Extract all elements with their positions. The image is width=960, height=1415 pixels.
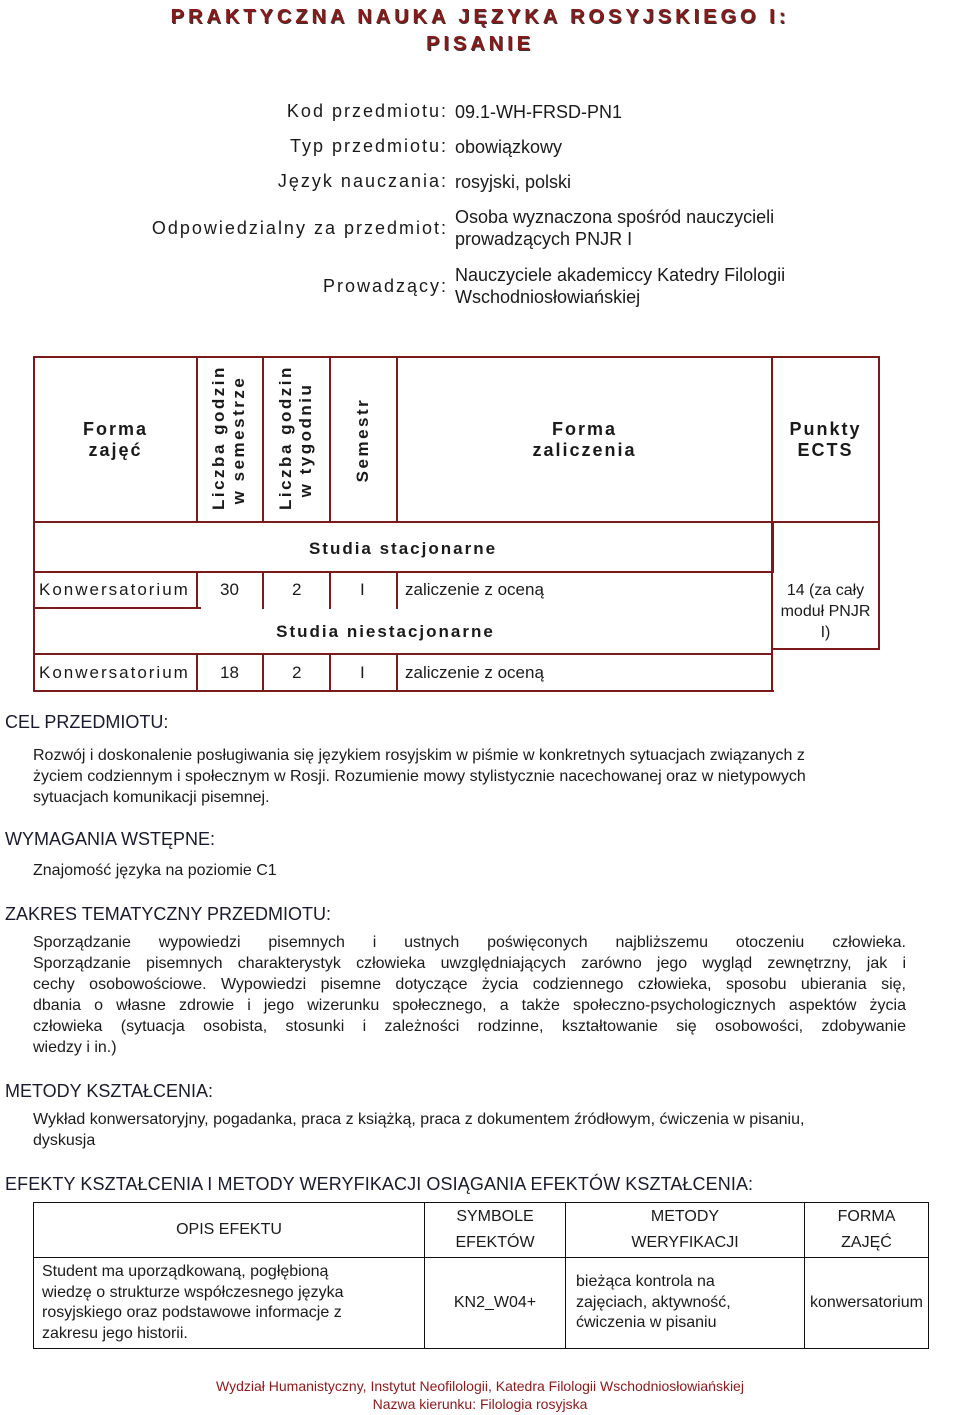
studia-stacjonarne-label: Studia stacjonarne [308, 539, 498, 558]
effect-forma: konwersatorium [805, 1258, 929, 1349]
effects-header-forma: FORMA ZAJĘĆ [805, 1203, 929, 1258]
title-line-2: PISANIE [425, 33, 535, 55]
table-row [34, 1258, 929, 1349]
efekty-heading: EFEKTY KSZTAŁCENIA I METODY WERYFIKACJI OSIĄGANIA EFEKTÓW KSZTAŁCENIA: [5, 1174, 754, 1194]
language-label: Język nauczania: [277, 171, 448, 191]
course-code-value: 09.1-WH-FRSD-PN1 [455, 102, 623, 122]
row2-semestr: I [360, 663, 365, 682]
cel-text: Rozwój i doskonalenie posługiwania się językiem rosyjskim w piśmie w konkretnych sytuacjach związanych z życiem codziennym i społecznym w Rosji. Rozumienie mowy stylistycznie nacechowanej oraz w nietypowych sytuacjach komunikacji pisemnej. [33, 747, 806, 806]
header-semestr: Semestr [353, 397, 372, 483]
course-type-label: Typ przedmiotu: [289, 136, 448, 156]
metody-heading: METODY KSZTAŁCENIA: [5, 1081, 214, 1101]
responsible-value: Osoba wyznaczona spośród nauczycieli prowadzących PNJR I [455, 207, 775, 249]
zakres-heading: ZAKRES TEMATYCZNY PRZEDMIOTU: [5, 904, 332, 924]
row2-godziny-tydzien: 2 [292, 663, 302, 682]
zakres-text: Sporządzanie wypowiedzi pisemnych i ustnych poświęconych najbliższemu otoczeniu człowieka. Sporządzanie pisemnych charakterystyk człowieka uwzględniających zarówno jego wygląd zewnętrzny, jak i cechy osobowościowe. Wypowiedzi pisemne dotyczące życia codziennego człowieka, sposobu ubierania się, dbania o własne zdrowie i jego wizerunku społecznego, a także społeczno-psychologicznych aspektów życia człowieka (sytuacja osobista, stosunki i zależności rodzinne, kształtowanie się osobowości, zdobywanie wiedzy i in.) [33, 934, 906, 1056]
row1-semestr: I [360, 580, 365, 599]
title-line-1: PRAKTYCZNA NAUKA JĘZYKA ROSYJSKIEGO I: [170, 6, 790, 28]
effects-header-symbole: SYMBOLE EFEKTÓW [425, 1203, 566, 1258]
wymagania-text: Znajomość języka na poziomie C1 [33, 862, 277, 879]
document-title [0, 4, 960, 58]
metody-text: Wykład konwersatoryjny, pogadanka, praca z książką, praca z dokumentem źródłowym, ćwiczenia w pisaniu, dyskusja [33, 1111, 805, 1149]
effects-table [33, 1202, 929, 1349]
header-ects: Punkty ECTS [789, 419, 862, 460]
effect-metody: bieżąca kontrola na zajęciach, aktywność, ćwiczenia w pisaniu [566, 1258, 805, 1349]
studia-niestacjonarne-label: Studia niestacjonarne [276, 622, 495, 641]
row2-godziny-semestr: 18 [220, 663, 239, 682]
row1-forma-zaliczenia: zaliczenie z oceną [405, 580, 544, 599]
effect-opis: Student ma uporządkowaną, pogłębioną wiedzę o strukturze współczesnego języka rosyjskiego oraz podstawowe informacje z zakresu jego historii. [34, 1258, 425, 1349]
course-type-value: obowiązkowy [455, 137, 563, 157]
row2-forma-zaliczenia: zaliczenie z oceną [405, 663, 544, 682]
row1-godziny-semestr: 30 [220, 580, 239, 599]
instructors-value: Nauczyciele akademiccy Katedry Filologii Wschodniosłowiańskiej [455, 265, 786, 307]
ects-value: 14 (za cały moduł PNJR I) [780, 582, 871, 641]
header-godziny-semestr: Liczba godzin w semestrze [209, 365, 248, 510]
wymagania-heading: WYMAGANIA WSTĘPNE: [5, 829, 216, 849]
header-forma-zaliczenia: Forma zaliczenia [532, 419, 637, 460]
effect-symbol: KN2_W04+ [425, 1258, 566, 1349]
row1-forma: Konwersatorium [39, 580, 190, 599]
responsible-label: Odpowiedzialny za przedmiot: [151, 218, 448, 238]
row2-forma: Konwersatorium [39, 663, 190, 682]
course-code-label: Kod przedmiotu: [286, 101, 448, 121]
effects-header-metody: METODY WERYFIKACJI [566, 1203, 805, 1258]
effects-header-opis: OPIS EFEKTU [34, 1203, 425, 1258]
footer-department: Wydział Humanistyczny, Instytut Neofilologii, Katedra Filologii Wschodniosłowiańskiej [216, 1378, 744, 1394]
language-value: rosyjski, polski [455, 172, 572, 192]
footer-field: Nazwa kierunku: Filologia rosyjska [372, 1396, 588, 1412]
row1-godziny-tydzien: 2 [292, 580, 302, 599]
cel-heading: CEL PRZEDMIOTU: [5, 712, 169, 732]
instructors-label: Prowadzący: [322, 276, 448, 296]
header-godziny-tydzien: Liczba godzin w tygodniu [276, 365, 315, 510]
header-forma-zajec: Forma zajęć [82, 419, 148, 460]
